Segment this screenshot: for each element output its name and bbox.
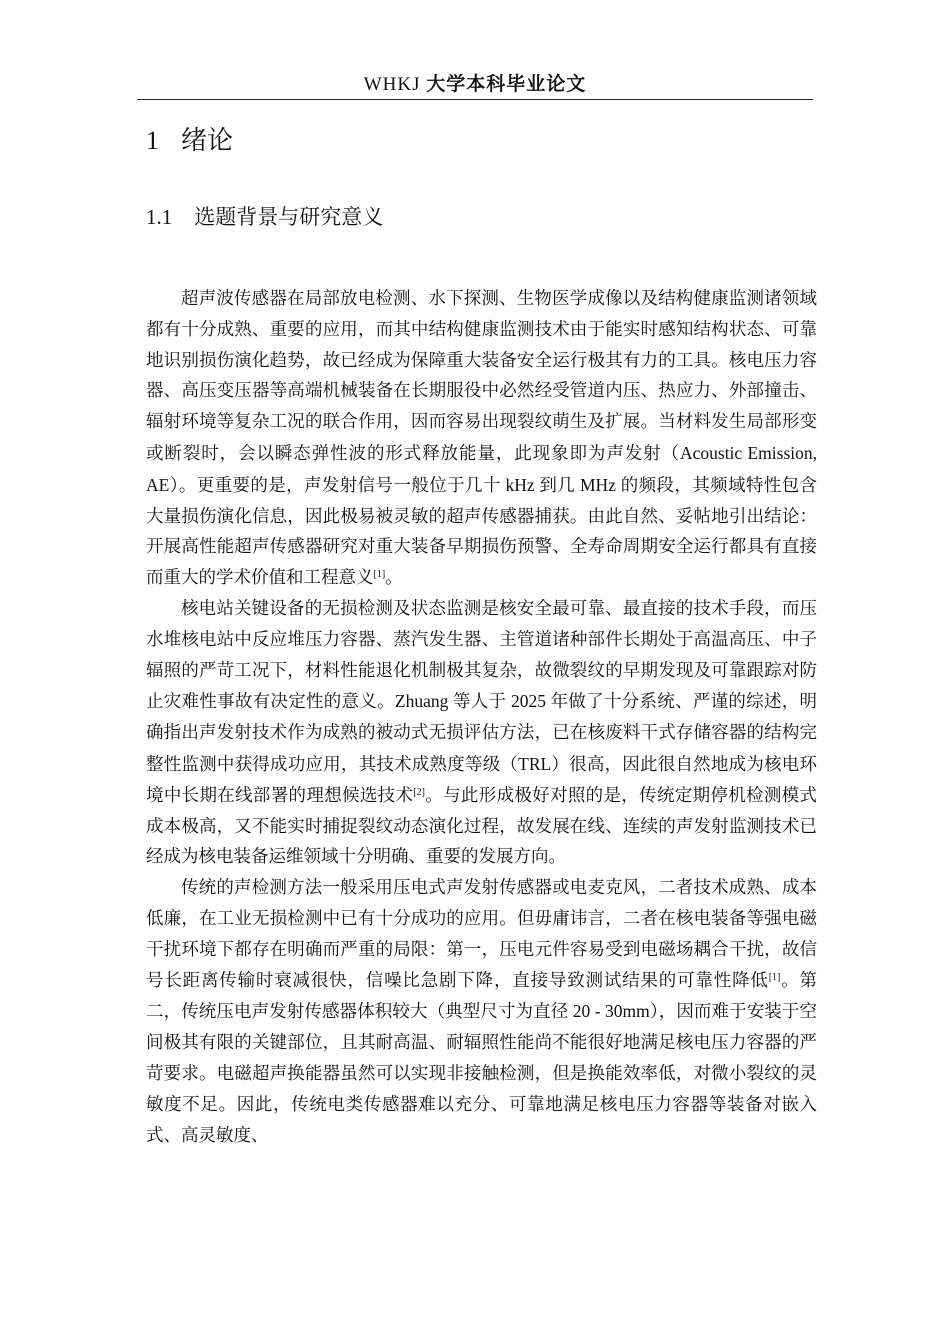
paragraph-latin-text: 2025 xyxy=(506,691,551,712)
chapter-heading xyxy=(146,125,233,157)
body-text xyxy=(146,284,817,1151)
paragraph-latin-text: 20 - 30mm xyxy=(568,1001,650,1022)
paragraph-text: 超声波传感器在局部放电检测、水下探测、生物医学成像以及结构健康监测诸领域都有十分成熟、重要的应用，而其中结构健康监测技术由于能实时感知结构状态、可靠地识别损伤演化趋势，故已经成为保障重大装备安全运行极其有力的工具。核电压力容器、高压变压器等高端机械装备在长期服役中必然经受管道内压、热应力、外部撞击、辐射环境等复杂工况的联合作用，因而容易出现裂纹萌生及扩展。当材料发生局部形变或断裂时，会以瞬态弹性波的形式释放能量，此现象即为声发射（ xyxy=(146,289,817,464)
paragraph-text: ）。更重要的是，声发射信号一般位于几十 xyxy=(169,475,501,496)
citation-marker[interactable]: [2] xyxy=(413,786,425,798)
paragraph-text: 。第二，传统压电声发射传感器体积较大（典型尺寸为直径 xyxy=(146,970,818,1023)
citation-marker[interactable]: [1] xyxy=(373,569,386,581)
paragraph-2 xyxy=(146,594,817,873)
paragraph-3 xyxy=(146,873,817,1151)
paragraph-latin-text: TRL xyxy=(518,753,552,774)
section-heading xyxy=(146,203,383,231)
chapter-number: 1 xyxy=(146,126,159,155)
page-header xyxy=(137,72,813,97)
paragraph-text: ），因而难于安装于空间极其有限的关键部位，且其耐高温、耐辐照性能尚不能很好地满足核电压力容器的严苛要求。电磁超声换能器虽然可以实现非接触检测，但是换能效率低，对微小裂纹的灵敏度不足。因此，传统电类传感器难以充分、可靠地满足核电压力容器等装备对嵌入式、高灵敏度、 xyxy=(146,1002,817,1146)
paragraph-latin-text: kHz xyxy=(500,474,540,495)
section-number: 1.1 xyxy=(146,205,173,229)
paragraph-text: 。与此形成极好对照的是，传统定期停机检测模式成本极高，又不能实时捕捉裂纹动态演化过程，故发展在线、连续的声发射监测技术已经成为核电装备运维领域十分明确、重要的发展方向。 xyxy=(146,785,818,868)
paragraph-text: 核电站关键设备的无损检测及状态监测是核安全最可靠、最直接的技术手段，而压水堆核电站中反应堆压力容器、蒸汽发生器、主管道诸种部件长期处于高温高压、中子辐照的严苛工况下，材料性能退化机制极其复杂，故微裂纹的早期发现及可靠跟踪对防止灾难性事故有决定性的意义。 xyxy=(146,598,817,713)
citation-marker[interactable]: [1] xyxy=(768,971,781,983)
paragraph-text: 传统的声检测方法一般采用压电式声发射传感器或电麦克风，二者技术成熟、成本低廉，在工业无损检测中已有十分成功的应用。但毋庸讳言，二者在核电装备等强电磁干扰环境下都存在明确而严重的局限：第一，压电元件容易受到电磁场耦合干扰，故信号长距离传输时衰减很快，信噪比急剧下降，直接导致测试结果的可靠性降低 xyxy=(146,878,817,991)
section-title: 选题背景与研究意义 xyxy=(194,205,384,229)
paragraph-text: 等人于 xyxy=(452,692,507,713)
header-latin-text: WHKJ xyxy=(363,74,427,95)
paragraph-text: ）很高，因此很自然地成为核电环境中长期在线部署的理想候选技术 xyxy=(146,754,818,806)
paragraph-latin-text: Acoustic Emission, AE xyxy=(146,442,818,495)
paragraph-latin-text: Zhuang xyxy=(394,691,453,712)
paragraph-text: 。 xyxy=(385,568,403,589)
header-title: 大学本科毕业论文 xyxy=(426,73,587,95)
chapter-title: 绪论 xyxy=(181,126,234,156)
header-divider xyxy=(137,99,813,100)
paragraph-1 xyxy=(146,284,817,594)
paragraph-text: 到几 xyxy=(539,475,576,496)
paragraph-text: 年做了十分系统、严谨的综述，明确指出声发射技术作为成熟的被动式无损评估方法，已在核废料干式存储容器的结构完整性监测中获得成功应用，其技术成熟度等级（ xyxy=(146,692,818,775)
paragraph-text: 的频段，其频域特性包含大量损伤演化信息，因此极易被灵敏的超声传感器捕获。由此自然、妥帖地引出结论：开展高性能超声传感器研究对重大装备早期损伤预警、全寿命周期安全运行都具有直接而重大的学术价值和工程意义 xyxy=(146,475,818,589)
paragraph-latin-text: MHz xyxy=(575,474,621,495)
